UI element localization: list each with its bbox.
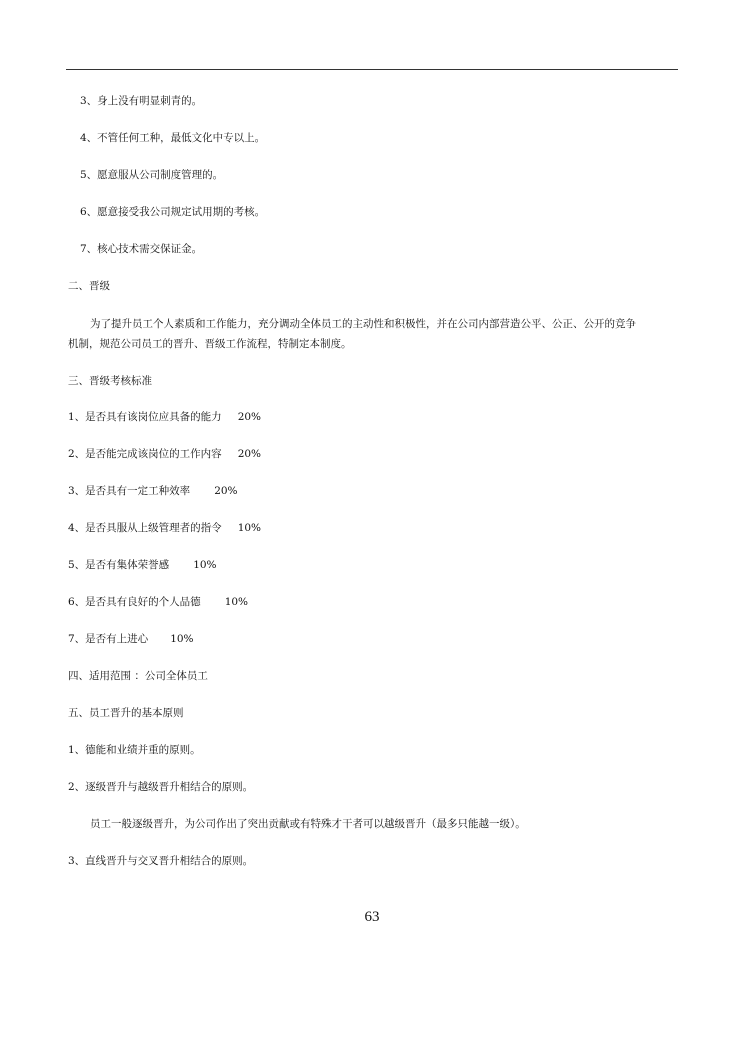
criteria-item: [68, 595, 248, 609]
criteria-item: [68, 521, 261, 535]
list-item: 5、愿意服从公司制度管理的。: [80, 169, 224, 181]
section-heading: 三、晋级考核标准: [68, 375, 152, 387]
criteria-text: 3、是否具有一定工种效率: [68, 485, 191, 497]
criteria-percent: 10%: [170, 633, 194, 645]
list-item: 1、德能和业绩并重的原则。: [68, 744, 201, 756]
paragraph: [68, 314, 680, 354]
criteria-text: 4、是否具服从上级管理者的指令: [68, 522, 222, 534]
criteria-percent: 10%: [224, 596, 249, 608]
criteria-percent: 20%: [237, 411, 262, 423]
list-item: 2、逐级晋升与越级晋升相结合的原则。: [68, 781, 254, 793]
section-heading: 二、晋级: [68, 280, 110, 292]
criteria-text: 5、是否有集体荣誉感: [68, 559, 170, 571]
list-item: 4、不管任何工种，最低文化中专以上。: [80, 132, 266, 144]
criteria-text: 1、是否具有该岗位应具备的能力: [68, 411, 222, 423]
criteria-item: [68, 447, 261, 461]
page-number: 63: [364, 909, 380, 925]
criteria-text: 2、是否能完成该岗位的工作内容: [68, 448, 222, 460]
criteria-item: [68, 632, 194, 646]
criteria-item: [68, 484, 238, 498]
list-item: 7、核心技术需交保证金。: [80, 243, 203, 255]
criteria-percent: 20%: [214, 485, 238, 497]
list-item: 3、直线晋升与交叉晋升相结合的原则。: [68, 855, 254, 867]
section-heading: 五、员工晋升的基本原则: [68, 707, 184, 719]
paragraph-line: 机制，规范公司员工的晋升、晋级工作流程，特制定本制度。: [68, 338, 352, 350]
criteria-percent: 10%: [237, 522, 262, 534]
paragraph: 员工一般逐级晋升，为公司作出了突出贡献或有特殊才干者可以越级晋升（最多只能越一级）。: [90, 818, 526, 830]
header-rule: [66, 69, 678, 70]
criteria-item: [68, 410, 261, 424]
criteria-percent: 10%: [193, 559, 217, 571]
section-heading: 四、适用范围 ：公司全体员工: [68, 670, 208, 682]
list-item: 6、愿意接受我公司规定试用期的考核。: [80, 206, 266, 218]
criteria-item: [68, 558, 217, 572]
list-item: 3、身上没有明显刺青的。: [80, 95, 203, 107]
criteria-percent: 20%: [237, 448, 262, 460]
paragraph-line: 为了提升员工个人素质和工作能力，充分调动全体员工的主动性和积极性，并在公司内部营造公平、公正、公开的竞争: [90, 318, 636, 330]
criteria-text: 7、是否有上进心: [68, 633, 149, 645]
criteria-text: 6、是否具有良好的个人品德: [68, 596, 201, 608]
